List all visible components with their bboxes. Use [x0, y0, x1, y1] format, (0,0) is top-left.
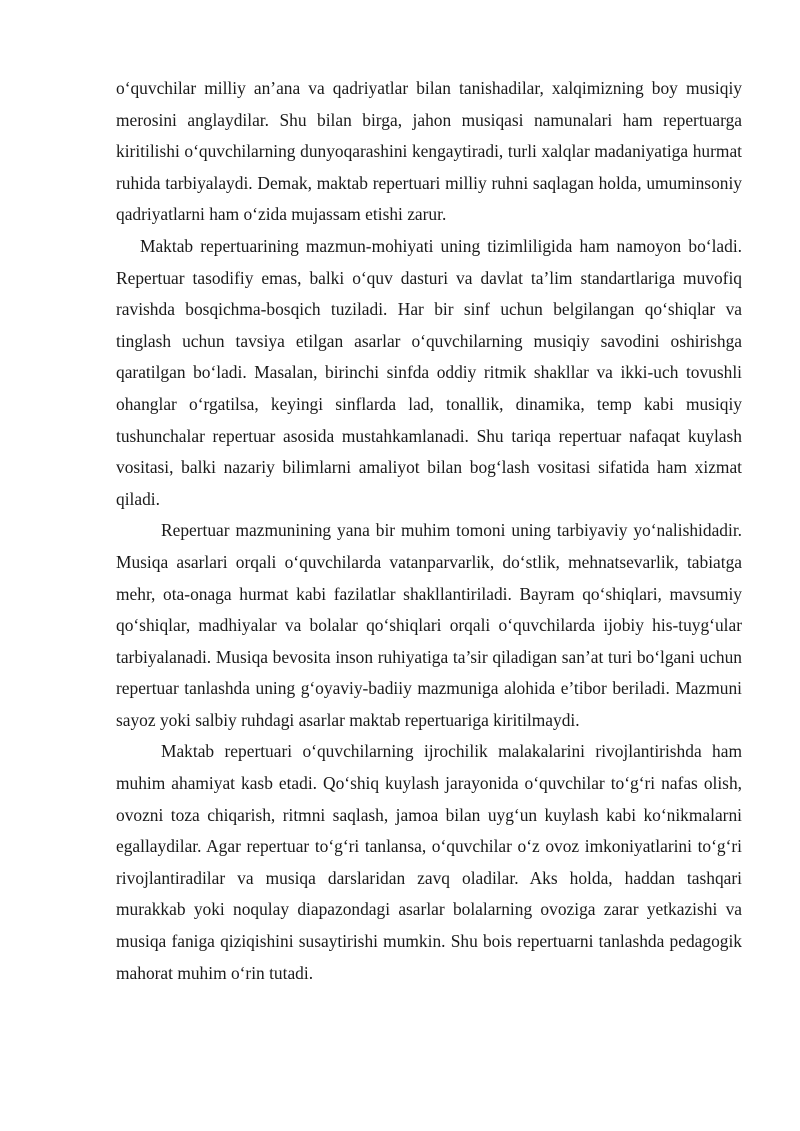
paragraph-repertoire-educational: Repertuar mazmunining yana bir muhim tomoni uning tarbiyaviy yo‘nalishidadir. Musiqa asarlari orqali o‘quvchilarda vatanparvarlik, do‘stlik, mehnatsevarlik, tabiatga mehr, ota-onaga hurmat kabi fazilatlar shakllantiriladi. Bayram qo‘shiqlari, mavsumiy qo‘shiqlar, madhiyalar va bolalar qo‘shiqlari orqali o‘quvchilarda ijobiy his-tuyg‘ular tarbiyalanadi. Musiqa bevosita inson ruhiyatiga ta’sir qiladigan san’at turi bo‘lgani uchun repertuar tanlashda uning g‘oyaviy-badiiy mazmuniga alohida e’tibor beriladi. Mazmuni sayoz yoki salbiy ruhdagi asarlar maktab repertuariga kiritilmaydi.	[116, 520, 742, 730]
paragraph-repertoire-systematic: Maktab repertuarining mazmun-mohiyati uning tizimliligida ham namoyon bo‘ladi. Repertuar tasodifiy emas, balki o‘quv dasturi va davlat ta’lim standartlariga muvofiq ravishda bosqichma-bosqich tuziladi. Har bir sinf uchun belgilangan qo‘shiqlar va tinglash uchun tavsiya etilgan asarlar o‘quvchilarning musiqiy savodini oshirishga qaratilgan bo‘ladi. Masalan, birinchi sinfda oddiy ritmik shakllar va ikki-uch tovushli ohanglar o‘rgatilsa, keyingi sinflarda lad, tonallik, dinamika, temp kabi musiqiy tushunchalar repertuar asosida mustahkamlanadi. Shu tariqa repertuar nafaqat kuylash vositasi, balki nazariy bilimlarni amaliyot bilan bog‘lash vositasi sifatida ham xizmat qiladi.	[116, 235, 742, 509]
paragraph-repertoire-performance-skills: Maktab repertuari o‘quvchilarning ijrochilik malakalarini rivojlantirishda ham muhim ahamiyat kasb etadi. Qo‘shiq kuylash jarayonida o‘quvchilar to‘g‘ri nafas olish, ovozni toza chiqarish, ritmni saqlash, jamoa bilan uyg‘un kuylash kabi ko‘nikmalarni egallaydilar. Agar repertuar to‘g‘ri tanlansa, o‘quvchilar o‘z ovoz imkoniyatlarini to‘g‘ri rivojlantiradilar va musiqa darslaridan zavq oladilar. Aks holda, haddan tashqari murakkab yoki noqulay diapazondagi asarlar bolalarning ovoziga zarar yetkazishi va musiqa faniga qiziqishini susaytirishi mumkin. Shu bois repertuarni tanlashda pedagogik mahorat muhim o‘rin tutadi.	[116, 741, 742, 983]
document-body	[116, 73, 742, 989]
paragraph-intro-continuation: o‘quvchilar milliy an’ana va qadriyatlar bilan tanishadilar, xalqimizning boy musiqiy merosini anglaydilar. Shu bilan birga, jahon musiqasi namunalari ham repertuarga kiritilishi o‘quvchilarning dunyoqarashini kengaytiradi, turli xalqlar madaniyatiga hurmat ruhida tarbiyalaydi. Demak, maktab repertuari milliy ruhni saqlagan holda, umuminsoniy qadriyatlarni ham o‘zida mujassam etishi zarur.	[116, 78, 742, 225]
